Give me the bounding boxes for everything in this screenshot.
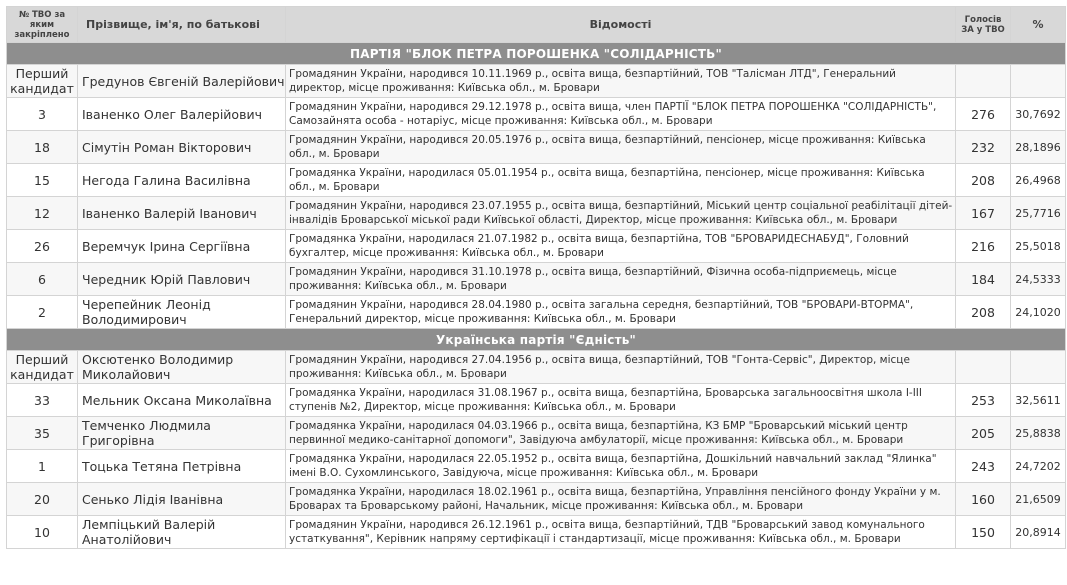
candidate-tvo: 35 xyxy=(7,417,78,450)
candidate-votes: 167 xyxy=(956,197,1011,230)
candidate-info: Громадянин України, народився 27.04.1956 р., освіта вища, безпартійний, ТОВ "Гонта-Сервіс", Директор, місце проживання: Київська обл., м. Бровари xyxy=(286,351,956,384)
candidate-votes: 184 xyxy=(956,263,1011,296)
candidate-info: Громадянин України, народився 29.12.1978 р., освіта вища, член ПАРТІЇ "БЛОК ПЕТРА ПОРОШЕНКА "СОЛІДАРНІСТЬ", Самозайнята особа - нотаріус, місце проживання: Київська обл., м. Бровари xyxy=(286,98,956,131)
party-name: ПАРТІЯ "БЛОК ПЕТРА ПОРОШЕНКА "СОЛІДАРНІСТЬ" xyxy=(7,43,1066,65)
candidate-row xyxy=(7,450,1066,483)
candidate-name: Чередник Юрій Павлович xyxy=(78,263,286,296)
candidate-percent xyxy=(1011,351,1066,384)
candidate-tvo: 1 xyxy=(7,450,78,483)
candidate-info: Громадянка України, народилася 22.05.1952 р., освіта вища, безпартійна, Дошкільний навчальний заклад "Ялинка" імені В.О. Сухомлинського, Завідуюча, місце проживання: Київська обл., м. Бровари xyxy=(286,450,956,483)
candidate-name: Негода Галина Василівна xyxy=(78,164,286,197)
candidate-row xyxy=(7,516,1066,549)
candidate-name: Сенько Лідія Іванівна xyxy=(78,483,286,516)
candidate-name: Веремчук Ірина Сергіївна xyxy=(78,230,286,263)
candidate-info: Громадянин України, народився 28.04.1980 р., освіта загальна середня, безпартійний, ТОВ "БРОВАРИ-ВТОРМА", Генеральний директор, місце проживання: Київська обл., м. Бровари xyxy=(286,296,956,329)
candidate-row xyxy=(7,351,1066,384)
candidate-row xyxy=(7,417,1066,450)
candidate-tvo: 26 xyxy=(7,230,78,263)
candidate-tvo: 18 xyxy=(7,131,78,164)
candidate-percent: 25,8838 xyxy=(1011,417,1066,450)
candidate-percent xyxy=(1011,65,1066,98)
candidate-info: Громадянка України, народилася 04.03.1966 р., освіта вища, безпартійна, КЗ БМР "Броварський міський центр первинної медико-санітарної допомоги", Завідуюча амбулаторії, місце проживання: Київська обл., м. Бровари xyxy=(286,417,956,450)
candidate-info: Громадянин України, народився 23.07.1955 р., освіта вища, безпартійний, Міський центр соціальної реабілітації дітей-інвалідів Броварської міської ради Київської області, Директор, місце проживання: Київська обл., м. Бровари xyxy=(286,197,956,230)
candidate-percent: 26,4968 xyxy=(1011,164,1066,197)
candidate-tvo: 12 xyxy=(7,197,78,230)
candidate-row xyxy=(7,98,1066,131)
candidate-percent: 32,5611 xyxy=(1011,384,1066,417)
candidate-info: Громадянин України, народився 10.11.1969 р., освіта вища, безпартійний, ТОВ "Талісман ЛТД", Генеральний директор, місце проживання: Київська обл., м. Бровари xyxy=(286,65,956,98)
candidate-row xyxy=(7,65,1066,98)
candidate-percent: 20,8914 xyxy=(1011,516,1066,549)
candidate-tvo: 2 xyxy=(7,296,78,329)
candidate-votes: 232 xyxy=(956,131,1011,164)
candidate-info: Громадянка України, народилася 05.01.1954 р., освіта вища, безпартійна, пенсіонер, місце проживання: Київська обл., м. Бровари xyxy=(286,164,956,197)
candidate-votes xyxy=(956,351,1011,384)
candidate-name: Мельник Оксана Миколаївна xyxy=(78,384,286,417)
header-percent: % xyxy=(1011,7,1066,43)
candidate-row xyxy=(7,263,1066,296)
candidate-tvo: 20 xyxy=(7,483,78,516)
candidate-tvo: 6 xyxy=(7,263,78,296)
candidate-row xyxy=(7,131,1066,164)
candidate-tvo: 15 xyxy=(7,164,78,197)
candidate-row xyxy=(7,384,1066,417)
candidate-percent: 30,7692 xyxy=(1011,98,1066,131)
candidate-name: Сімутін Роман Вікторович xyxy=(78,131,286,164)
candidate-votes: 216 xyxy=(956,230,1011,263)
candidate-votes: 205 xyxy=(956,417,1011,450)
candidate-votes xyxy=(956,65,1011,98)
candidate-percent: 25,5018 xyxy=(1011,230,1066,263)
candidate-percent: 24,1020 xyxy=(1011,296,1066,329)
candidate-tvo: Перший кандидат xyxy=(7,351,78,384)
candidate-votes: 276 xyxy=(956,98,1011,131)
candidate-percent: 24,7202 xyxy=(1011,450,1066,483)
candidates-table xyxy=(6,6,1066,549)
candidate-name: Оксютенко Володимир Миколайович xyxy=(78,351,286,384)
candidate-info: Громадянин України, народився 20.05.1976 р., освіта вища, безпартійний, пенсіонер, місце проживання: Київська обл., м. Бровари xyxy=(286,131,956,164)
candidate-tvo: 10 xyxy=(7,516,78,549)
candidate-votes: 150 xyxy=(956,516,1011,549)
header-info: Відомості xyxy=(286,7,956,43)
candidate-votes: 208 xyxy=(956,296,1011,329)
candidate-tvo: 3 xyxy=(7,98,78,131)
candidate-row xyxy=(7,230,1066,263)
candidate-name: Лемпіцький Валерій Анатолійович xyxy=(78,516,286,549)
candidate-percent: 28,1896 xyxy=(1011,131,1066,164)
candidate-votes: 253 xyxy=(956,384,1011,417)
candidate-info: Громадянин України, народився 26.12.1961 р., освіта вища, безпартійний, ТДВ "Броварський завод комунального устаткування", Керівник напряму сертифікації і стандартизації, місце проживання: Київська обл., м. Бровари xyxy=(286,516,956,549)
header-tvo: № ТВО за яким закріплено xyxy=(7,7,78,43)
candidate-name: Гредунов Євгеній Валерійович xyxy=(78,65,286,98)
candidate-votes: 243 xyxy=(956,450,1011,483)
candidate-votes: 208 xyxy=(956,164,1011,197)
party-header-row xyxy=(7,43,1066,65)
header-name: Прізвище, ім'я, по батькові xyxy=(78,7,286,43)
header-votes: Голосів ЗА у ТВО xyxy=(956,7,1011,43)
table-body xyxy=(7,43,1066,549)
candidate-name: Іваненко Валерій Іванович xyxy=(78,197,286,230)
candidate-percent: 21,6509 xyxy=(1011,483,1066,516)
table-header-row xyxy=(7,7,1066,43)
candidate-name: Темченко Людмила Григорівна xyxy=(78,417,286,450)
candidate-name: Іваненко Олег Валерійович xyxy=(78,98,286,131)
party-header-row xyxy=(7,329,1066,351)
candidate-tvo: Перший кандидат xyxy=(7,65,78,98)
candidate-row xyxy=(7,483,1066,516)
candidate-percent: 25,7716 xyxy=(1011,197,1066,230)
candidate-info: Громадянин України, народився 31.10.1978 р., освіта вища, безпартійний, Фізична особа-підприємець, місце проживання: Київська обл., м. Бровари xyxy=(286,263,956,296)
candidate-votes: 160 xyxy=(956,483,1011,516)
candidate-row xyxy=(7,197,1066,230)
party-name: Українська партія "Єдність" xyxy=(7,329,1066,351)
candidate-tvo: 33 xyxy=(7,384,78,417)
candidate-info: Громадянка України, народилася 18.02.1961 р., освіта вища, безпартійна, Управління пенсійного фонду України у м. Броварах та Броварському районі, Начальник, місце проживання: Київська обл., м. Бровари xyxy=(286,483,956,516)
candidate-info: Громадянка України, народилася 31.08.1967 р., освіта вища, безпартійна, Броварська загальноосвітня школа І-ІІІ ступенів №2, Директор, місце проживання: Київська обл., м. Бровари xyxy=(286,384,956,417)
candidate-info: Громадянка України, народилася 21.07.1982 р., освіта вища, безпартійна, ТОВ "БРОВАРИДЕСНАБУД", Головний бухгалтер, місце проживання: Київська обл., м. Бровари xyxy=(286,230,956,263)
candidate-name: Черепейник Леонід Володимирович xyxy=(78,296,286,329)
candidate-row xyxy=(7,296,1066,329)
candidate-percent: 24,5333 xyxy=(1011,263,1066,296)
candidate-row xyxy=(7,164,1066,197)
candidate-name: Тоцька Тетяна Петрівна xyxy=(78,450,286,483)
